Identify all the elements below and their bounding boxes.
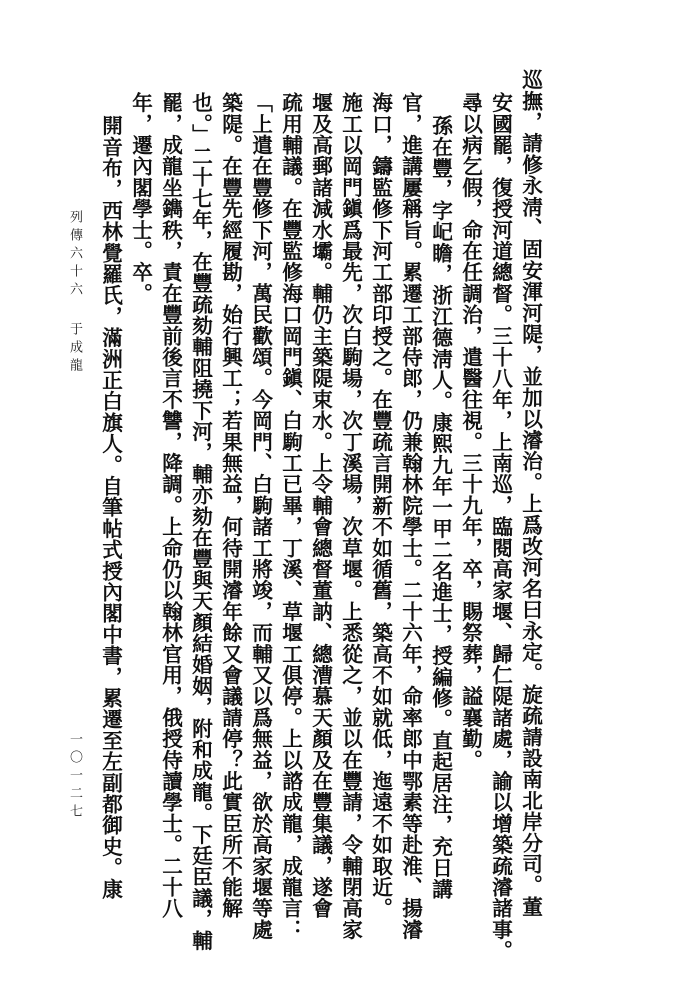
text-column: 開音布，西林覺羅氏，滿洲正白旗人。自筆帖式授內閣中書，累遷至左副都御史。康 [98,115,123,900]
text-column: 堰及高郵諸減水壩。輔仍主築隄束水。上令輔會總督董訥、總漕慕天顏及在豐集議，遂會 [308,92,333,919]
page-number: 一〇一二七 [67,732,82,822]
text-column: 築隄。在豐先經履勘，始行興工；若果無益，何待開濬年餘又會議請停？此實臣所不能解 [218,92,243,919]
text-column: 「上遣在豐修下河，萬民歡頌。今岡門、白駒諸工將竣，而輔又以爲無益，欲於高家堰等處 [248,92,273,940]
text-column: 官，進講屢稱旨。累遷工部侍郎，仍兼翰林院學士。二十六年，命率郎中鄂素等赴淮、揚濬 [398,92,423,940]
chapter-title: 列傳六十六 [67,210,82,300]
text-column: 年，遷內閣學士。卒。 [128,92,153,304]
text-column: 罷，成龍坐鐫秩，責在豐前後言不讐，降調。上命仍以翰林官用，俄授侍讀學士。二十八 [158,92,183,919]
text-column: 孫在豐，字屺瞻，浙江德淸人。康熙九年一甲二名進士，授編修。直起居注，充日講 [428,115,453,900]
running-subject: 于成龍 [67,322,82,376]
text-column: 海口，鑄監修下河工部印授之。在豐疏言開新不如循舊，築高不如就低，迤遠不如取近。 [368,92,393,919]
text-column: 安國罷，復授河道總督。三十八年，上南巡，臨閱高家堰、歸仁隄諸處，諭以增築疏濬諸事。 [488,92,513,962]
text-column: 巡撫，請修永淸、固安渾河隄，並加以濬治。上爲改河名曰永定。旋疏請設南北岸分司。董 [518,69,543,917]
text-column: 施工以岡門鎭爲最先，次白駒場，次丁溪場，次草堰。上悉從之，並以在豐請，令輔閉高家 [338,92,363,940]
text-column: 也。」二十七年，在豐疏劾輔阻撓下河，輔亦劾在豐與天顏結婚姻，附和成龍。下廷臣議，輔 [188,92,213,951]
text-column: 尋以病乞假，命在任調治，遣醫往視。三十九年，卒，賜祭葬，謚襄勤。 [458,92,483,771]
text-column: 疏用輔議。在豐監修海口岡門鎭、白駒工已畢，丁溪、草堰工俱停。上以諮成龍，成龍言： [278,92,303,940]
